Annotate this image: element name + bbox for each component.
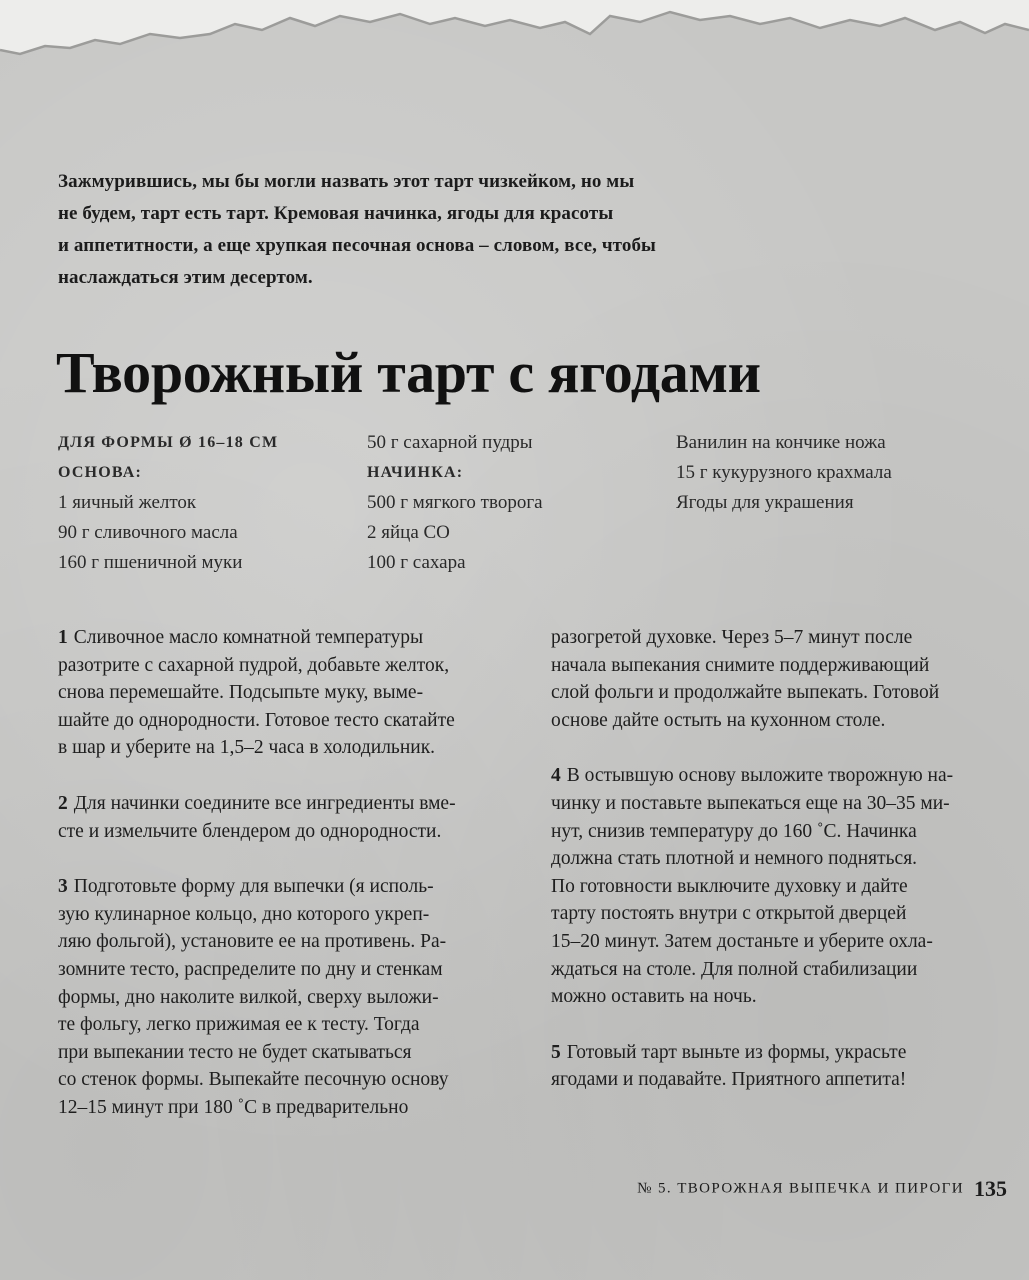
step-3 <box>58 873 518 1121</box>
step-line: ляю фольгой), установите ее на противень. Ра- <box>58 931 447 953</box>
step-line: Для начинки соедините все ингредиенты вме- <box>73 792 456 814</box>
intro-line: наслаждаться этим десертом. <box>58 267 313 288</box>
step-2 <box>58 790 518 845</box>
steps-column-right <box>551 624 1011 1122</box>
step-line: ждаться на столе. Для полной стабилизации <box>551 958 918 980</box>
step-line: начала выпекания снимите поддерживающий <box>551 654 930 676</box>
step-line: сте и измельчите блендером до однородности. <box>58 820 442 842</box>
step-3-continued <box>551 624 1011 734</box>
recipe-title: Творожный тарт с ягодами <box>56 340 761 405</box>
step-number: 3 <box>58 876 68 898</box>
ingredient-item: 2 яйца СО <box>367 522 450 543</box>
step-line: при выпекании тесто не будет скатываться <box>58 1041 412 1063</box>
step-line: Сливочное масло комнатной температуры <box>73 627 424 648</box>
step-line: Подготовьте форму для выпечки (я исполь- <box>73 876 434 898</box>
step-line: зую кулинарное кольцо, дно которого укреп- <box>58 903 430 925</box>
step-5 <box>551 1039 1011 1094</box>
filling-heading: НАЧИНКА: <box>367 464 464 481</box>
step-line: 15–20 минут. Затем достаньте и уберите охла- <box>551 930 933 952</box>
step-line: снова перемешайте. Подсыпьте муку, выме- <box>58 682 424 704</box>
step-line: разогретой духовке. Через 5–7 минут после <box>551 627 913 648</box>
ingredient-item: 1 яичный желток <box>58 492 197 513</box>
form-size-label: ДЛЯ ФОРМЫ Ø 16–18 СМ <box>58 434 279 451</box>
step-line: 12–15 минут при 180 ˚С в предварительно <box>58 1096 409 1118</box>
step-line: ягодами и подавайте. Приятного аппетита! <box>551 1069 907 1091</box>
step-number: 2 <box>58 792 68 814</box>
step-line: чинку и поставьте выпекаться еще на 30–35 ми- <box>551 792 950 814</box>
step-number: 1 <box>58 627 68 648</box>
ingredients-column-1 <box>58 428 358 578</box>
step-line: разотрите с сахарной пудрой, добавьте желток, <box>58 654 450 676</box>
base-heading: ОСНОВА: <box>58 464 143 481</box>
step-line: основе дайте остыть на кухонном столе. <box>551 709 886 731</box>
ingredient-item: 100 г сахара <box>367 552 466 573</box>
step-line: В остывшую основу выложите творожную на- <box>566 765 954 787</box>
step-4 <box>551 762 1011 1010</box>
ingredient-item: 90 г сливочного масла <box>58 522 238 543</box>
step-line: По готовности выключите духовку и дайте <box>551 875 908 897</box>
step-line: зомните тесто, распределите по дну и стенкам <box>58 958 443 980</box>
ingredient-item: 160 г пшеничной муки <box>58 552 243 573</box>
step-1 <box>58 624 518 762</box>
page-number: 135 <box>974 1176 1007 1201</box>
steps-column-left <box>58 624 518 1150</box>
ingredient-item: 15 г кукурузного крахмала <box>676 462 892 483</box>
ingredient-item: Ванилин на кончике ножа <box>676 432 886 453</box>
step-line: тарту постоять внутри с открытой дверцей <box>551 903 907 925</box>
step-line: можно оставить на ночь. <box>551 986 757 1008</box>
ingredient-item: Ягоды для украшения <box>676 492 854 513</box>
intro-line: Зажмурившись, мы бы могли назвать этот тарт чизкейком, но мы <box>58 171 635 192</box>
intro-paragraph <box>58 166 758 294</box>
step-line: формы, дно наколите вилкой, сверху выложи- <box>58 986 439 1008</box>
chapter-title: № 5. ТВОРОЖНАЯ ВЫПЕЧКА И ПИРОГИ <box>637 1180 964 1197</box>
step-line: шайте до однородности. Готовое тесто скатайте <box>58 709 455 731</box>
torn-paper-edge <box>0 0 1029 80</box>
step-number: 5 <box>551 1041 561 1063</box>
ingredient-item: 500 г мягкого творога <box>367 492 543 513</box>
ingredients-column-3 <box>676 428 976 518</box>
step-line: со стенок формы. Выпекайте песочную основу <box>58 1069 449 1091</box>
step-line: Готовый тарт выньте из формы, украсьте <box>566 1041 907 1063</box>
step-line: в шар и уберите на 1,5–2 часа в холодильник. <box>58 737 436 759</box>
step-number: 4 <box>551 765 561 787</box>
page-footer <box>637 1176 1007 1202</box>
step-line: слой фольги и продолжайте выпекать. Готовой <box>551 682 940 704</box>
step-line: должна стать плотной и немного подняться. <box>551 848 918 870</box>
intro-line: не будем, тарт есть тарт. Кремовая начинка, ягоды для красоты <box>58 203 614 224</box>
intro-line: и аппетитности, а еще хрупкая песочная основа – словом, все, чтобы <box>58 235 656 256</box>
ingredient-item: 50 г сахарной пудры <box>367 432 533 453</box>
step-line: те фольгу, легко прижимая ее к тесту. Тогда <box>58 1014 420 1036</box>
ingredients-column-2 <box>367 428 667 578</box>
step-line: нут, снизив температуру до 160 ˚С. Начинка <box>551 820 917 842</box>
